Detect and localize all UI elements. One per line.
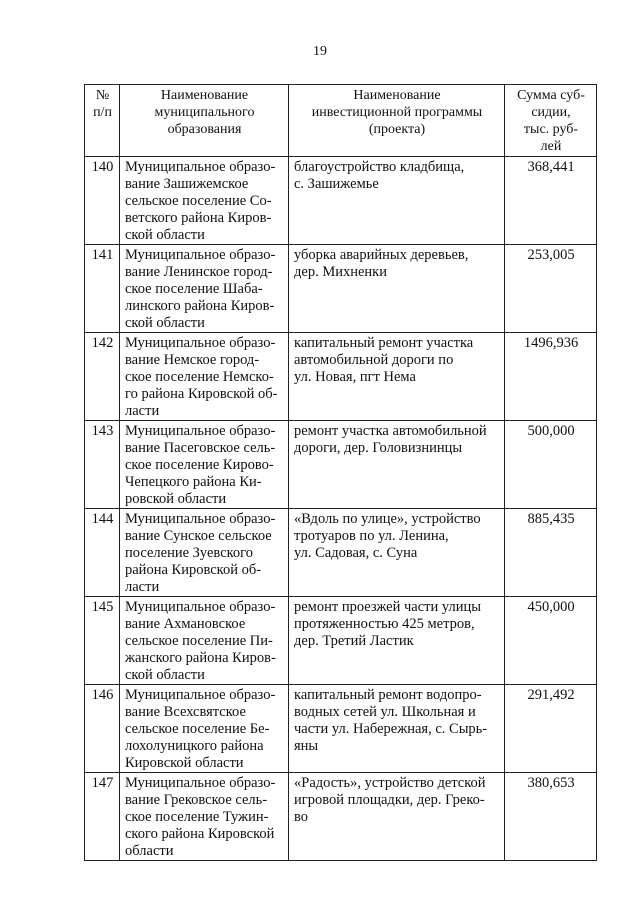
row-number: 142 <box>85 333 120 421</box>
table-row <box>85 333 597 421</box>
row-number: 143 <box>85 421 120 509</box>
row-amount: 368,441 <box>505 157 597 245</box>
row-municipality: Муниципальное образо- вание Ахмановское сельское поселение Пи- жанского района Киров- ской области <box>120 597 289 685</box>
row-municipality: Муниципальное образо- вание Немское город- ское поселение Немско- го района Кировской об- ласти <box>120 333 289 421</box>
subsidy-table <box>84 84 597 861</box>
header-amount: Сумма суб- сидии, тыс. руб- лей <box>505 85 597 157</box>
row-municipality: Муниципальное образо- вание Сунское сельское поселение Зуевского района Кировской об- ласти <box>120 509 289 597</box>
table-row <box>85 685 597 773</box>
row-amount: 253,005 <box>505 245 597 333</box>
table-row <box>85 597 597 685</box>
row-program: благоустройство кладбища, с. Зашижемье <box>289 157 505 245</box>
row-amount: 885,435 <box>505 509 597 597</box>
row-amount: 1496,936 <box>505 333 597 421</box>
row-program: уборка аварийных деревьев, дер. Михненки <box>289 245 505 333</box>
row-amount: 380,653 <box>505 773 597 861</box>
row-program: капитальный ремонт участка автомобильной дороги по ул. Новая, пгт Нема <box>289 333 505 421</box>
page-number: 19 <box>313 44 327 59</box>
row-number: 141 <box>85 245 120 333</box>
row-amount: 291,492 <box>505 685 597 773</box>
row-municipality: Муниципальное образо- вание Всехсвятское сельское поселение Бе- лохолуницкого района Кировской области <box>120 685 289 773</box>
row-municipality: Муниципальное образо- вание Грековское сель- ское поселение Тужин- ского района Кировской области <box>120 773 289 861</box>
row-municipality: Муниципальное образо- вание Зашижемское сельское поселение Со- ветского района Киров- ской области <box>120 157 289 245</box>
row-program: ремонт участка автомобильной дороги, дер. Головизнинцы <box>289 421 505 509</box>
header-number: № п/п <box>85 85 120 157</box>
row-program: «Радость», устройство детской игровой площадки, дер. Греко- во <box>289 773 505 861</box>
table-row <box>85 421 597 509</box>
table-body <box>85 157 597 861</box>
row-number: 147 <box>85 773 120 861</box>
table-row <box>85 157 597 245</box>
row-program: ремонт проезжей части улицы протяженностью 425 метров, дер. Третий Ластик <box>289 597 505 685</box>
row-amount: 500,000 <box>505 421 597 509</box>
header-program: Наименование инвестиционной программы (проекта) <box>289 85 505 157</box>
row-municipality: Муниципальное образо- вание Ленинское город- ское поселение Шаба- линского района Киров- ской области <box>120 245 289 333</box>
table-row <box>85 773 597 861</box>
row-amount: 450,000 <box>505 597 597 685</box>
row-program: «Вдоль по улице», устройство тротуаров по ул. Ленина, ул. Садовая, с. Суна <box>289 509 505 597</box>
row-number: 144 <box>85 509 120 597</box>
row-number: 145 <box>85 597 120 685</box>
row-municipality: Муниципальное образо- вание Пасеговское сель- ское поселение Кирово- Чепецкого района Ки- ровской области <box>120 421 289 509</box>
row-number: 146 <box>85 685 120 773</box>
table-row <box>85 509 597 597</box>
header-municipality: Наименование муниципального образования <box>120 85 289 157</box>
row-number: 140 <box>85 157 120 245</box>
table-header <box>85 85 597 157</box>
table-row <box>85 245 597 333</box>
row-program: капитальный ремонт водопро- водных сетей ул. Школьная и части ул. Набережная, с. Сырь- яны <box>289 685 505 773</box>
